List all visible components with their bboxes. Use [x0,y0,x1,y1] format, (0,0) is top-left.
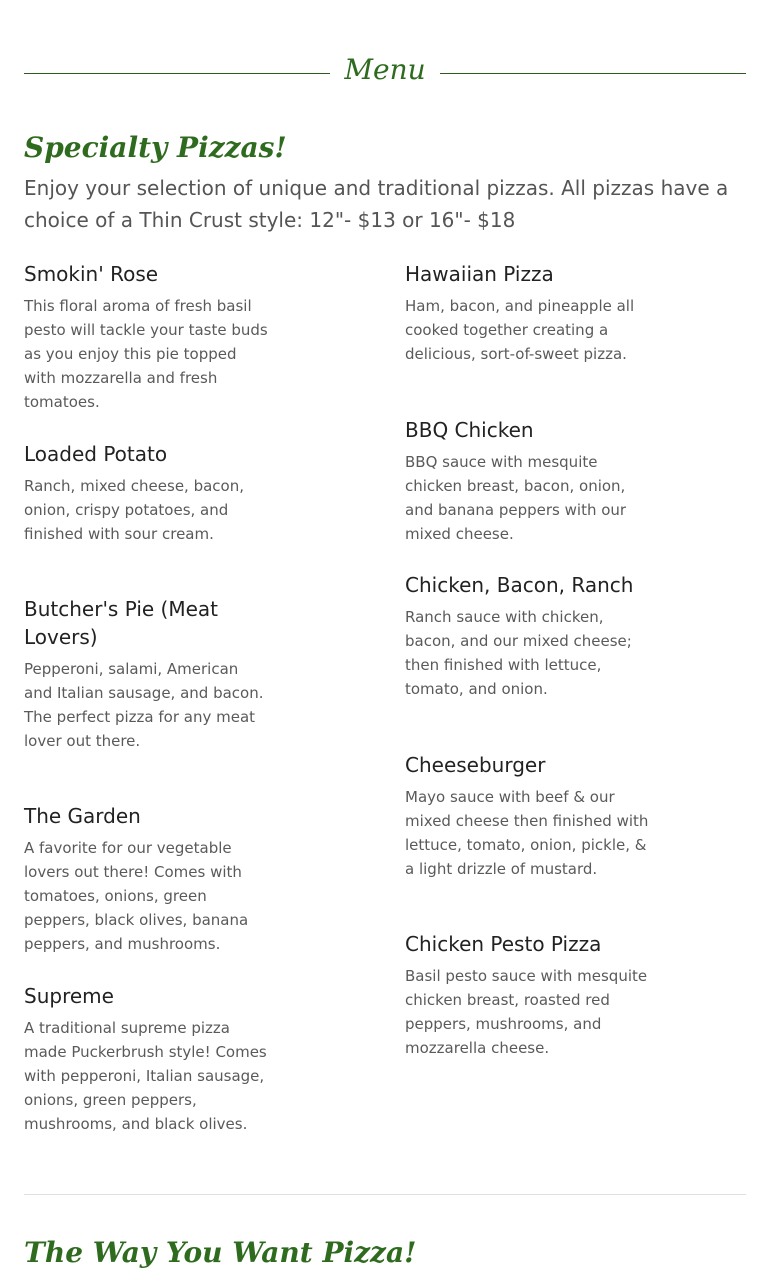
the-way-you-want-pizza-title: The Way You Want Pizza! [24,1236,417,1269]
menu-title: Menu [344,53,426,86]
section-divider [24,1194,746,1195]
menu-item-description: A traditional supreme pizza made Puckerbrush style! Comes with pepperoni, Italian sausage, onions, green peppers, mushrooms, and black olives. [24,1019,267,1133]
menu-item-name: Butcher's Pie (Meat Lovers) [24,597,219,649]
menu-item-description: Basil pesto sauce with mesquite chicken breast, roasted red peppers, mushrooms, and mozzarella cheese. [405,967,648,1057]
menu-item-name: BBQ Chicken [405,418,534,442]
menu-item-bbq-chicken [405,416,650,546]
menu-item-name: Supreme [24,984,114,1008]
menu-item-name: Chicken, Bacon, Ranch [405,573,634,597]
menu-item-name: Cheeseburger [405,753,546,777]
menu-item-cheeseburger [405,751,650,881]
menu-item-description: A favorite for our vegetable lovers out there! Comes with tomatoes, onions, green peppers, black olives, banana peppers, and mushrooms. [24,839,249,953]
specialty-pizzas-title: Specialty Pizzas! [24,131,287,164]
menu-item-name: Loaded Potato [24,442,168,466]
menu-item-description: Mayo sauce with beef & our mixed cheese then finished with lettuce, tomato, onion, pickle, & a light drizzle of mustard. [405,788,649,878]
menu-item-supreme [24,982,269,1136]
menu-item-loaded-potato [24,440,269,546]
menu-item-name: Smokin' Rose [24,262,159,286]
menu-item-name: Chicken Pesto Pizza [405,932,602,956]
menu-item-description: Ranch sauce with chicken, bacon, and our mixed cheese; then finished with lettuce, tomato, and onion. [405,608,632,698]
menu-header-rule-right [440,73,746,74]
menu-item-description: Pepperoni, salami, American and Italian sausage, and bacon. The perfect pizza for any meat lover out there. [24,660,264,750]
menu-item-description: This floral aroma of fresh basil pesto will tackle your taste buds as you enjoy this pie topped with mozzarella and fresh tomatoes. [24,297,268,411]
menu-header-rule-left [24,73,330,74]
menu-item-butchers-pie [24,595,269,753]
specialty-pizzas-intro: Enjoy your selection of unique and traditional pizzas. All pizzas have a choice of a Thin Crust style: 12"- $13 or 16"- $18 [24,176,729,232]
menu-item-the-garden [24,802,269,956]
menu-item-description: Ranch, mixed cheese, bacon, onion, crispy potatoes, and finished with sour cream. [24,477,244,543]
menu-item-description: Ham, bacon, and pineapple all cooked together creating a delicious, sort-of-sweet pizza. [405,297,635,363]
menu-header [24,48,746,92]
menu-item-description: BBQ sauce with mesquite chicken breast, bacon, onion, and banana peppers with our mixed cheese. [405,453,627,543]
menu-item-name: Hawaiian Pizza [405,262,554,286]
menu-item-chicken-pesto-pizza [405,930,650,1060]
menu-item-hawaiian-pizza [405,260,650,366]
menu-item-chicken-bacon-ranch [405,571,650,701]
menu-item-name: The Garden [24,804,141,828]
menu-item-smokin-rose [24,260,269,414]
